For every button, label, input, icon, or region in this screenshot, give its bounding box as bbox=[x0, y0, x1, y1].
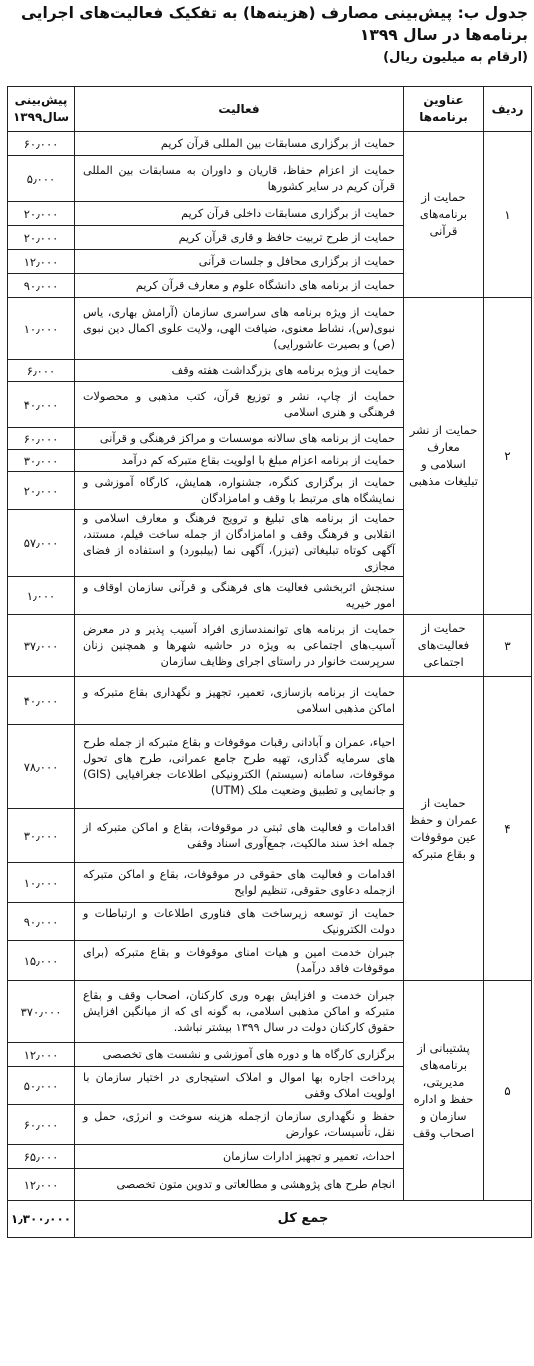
activity-cell: برگزاری کارگاه ها و دوره های آموزشی و نشست های تخصصی bbox=[75, 1043, 404, 1067]
activity-cell: حمایت از ویژه برنامه های سراسری سازمان (آرامش بهاری، یاس نبوی(س)، نشاط معنوی، ضیافت الهی، ولایت علوی اکمال دین نبوی (ص) و بصیرت عاشورایی) bbox=[75, 298, 404, 360]
forecast-value-cell: ۹۰٫۰۰۰ bbox=[8, 274, 75, 298]
total-value: ۱٫۳۰۰٫۰۰۰ bbox=[8, 1201, 75, 1238]
activity-cell: حمایت از طرح تربیت حافظ و قاری قرآن کریم bbox=[75, 226, 404, 250]
activity-cell: حمایت از برگزاری مسابقات داخلی قرآن کریم bbox=[75, 202, 404, 226]
program-cell: حمایت از فعالیت‌های اجتماعی bbox=[404, 615, 484, 677]
activity-cell: جبران خدمت و افزایش بهره وری کارکنان، اصحاب وقف و بقاع متبرکه و اماکن مذهبی اسلامی، به گونه ای که از میانگین افزایش حقوق کارکنان دولت در سال ۱۳۹۹ بیشتر نباشد. bbox=[75, 981, 404, 1043]
activity-cell: حمایت از برنامه بازسازی، تعمیر، تجهیز و نگهداری بقاع متبرکه و اماکن مذهبی اسلامی bbox=[75, 677, 404, 725]
forecast-value-cell: ۶۰٫۰۰۰ bbox=[8, 132, 75, 156]
activity-cell: حمایت از اعزام حفاظ، قاریان و داوران به مسابقات بین المللی قرآن کریم در سایر کشورها bbox=[75, 156, 404, 202]
forecast-value-cell: ۳۰٫۰۰۰ bbox=[8, 450, 75, 472]
forecast-value-cell: ۱۰٫۰۰۰ bbox=[8, 298, 75, 360]
total-row bbox=[8, 1201, 532, 1238]
forecast-value-cell: ۲۰٫۰۰۰ bbox=[8, 202, 75, 226]
activity-cell: سنجش اثربخشی فعالیت های فرهنگی و قرآنی سازمان اوقاف و امور خیریه bbox=[75, 577, 404, 615]
forecast-value-cell: ۷۸٫۰۰۰ bbox=[8, 725, 75, 809]
activity-cell: حمایت از چاپ، نشر و توزیع قرآن، کتب مذهبی و محصولات فرهنگی و هنری اسلامی bbox=[75, 382, 404, 428]
forecast-value-cell: ۵۷٫۰۰۰ bbox=[8, 510, 75, 577]
forecast-value-cell: ۲۰٫۰۰۰ bbox=[8, 472, 75, 510]
activity-cell: حمایت از برنامه اعزام مبلغ با اولویت بقاع متبرکه کم درآمد bbox=[75, 450, 404, 472]
forecast-value-cell: ۶٫۰۰۰ bbox=[8, 360, 75, 382]
table-row bbox=[8, 677, 532, 725]
activity-cell: حفظ و نگهداری سازمان ازجمله هزینه سوخت و انرژی، حمل و نقل، تأسیسات، عوارض bbox=[75, 1105, 404, 1145]
forecast-value-cell: ۲۰٫۰۰۰ bbox=[8, 226, 75, 250]
activity-cell: حمایت از برنامه های تبلیغ و ترویج فرهنگ و معارف اسلامی و انقلابی و فرهنگ وقف و امامزادگان از جمله ساخت فیلم، مستند، آگهی کوتاه تبلیغاتی (تیزر)، آگهی نما (بیلبورد) و استفاده از فضای مجازی bbox=[75, 510, 404, 577]
header-forecast: پیش‌بینی سال۱۳۹۹ bbox=[8, 87, 75, 132]
forecast-value-cell: ۵۰٫۰۰۰ bbox=[8, 1067, 75, 1105]
forecast-value-cell: ۱۵٫۰۰۰ bbox=[8, 941, 75, 981]
row-number-cell: ۳ bbox=[484, 615, 532, 677]
activity-cell: حمایت از برنامه های سالانه موسسات و مراکز فرهنگی و قرآنی bbox=[75, 428, 404, 450]
row-number-cell: ۴ bbox=[484, 677, 532, 981]
table-row bbox=[8, 981, 532, 1043]
program-cell: حمایت از نشر معارف اسلامی و تبلیغات مذهبی bbox=[404, 298, 484, 615]
activity-cell: حمایت از ویژه برنامه های بزرگداشت هفته وقف bbox=[75, 360, 404, 382]
table-row bbox=[8, 615, 532, 677]
program-cell: حمایت از عمران و حفظ عین موقوفات و بقاع متبرکه bbox=[404, 677, 484, 981]
row-number-cell: ۱ bbox=[484, 132, 532, 298]
activity-cell: احداث، تعمیر و تجهیز ادارات سازمان bbox=[75, 1145, 404, 1169]
row-number-cell: ۵ bbox=[484, 981, 532, 1201]
forecast-value-cell: ۶۵٫۰۰۰ bbox=[8, 1145, 75, 1169]
forecast-value-cell: ۵٫۰۰۰ bbox=[8, 156, 75, 202]
header-program: عناوین برنامه‌ها bbox=[404, 87, 484, 132]
header-row-number: ردیف bbox=[484, 87, 532, 132]
budget-table bbox=[7, 86, 532, 1238]
forecast-value-cell: ۱۰٫۰۰۰ bbox=[8, 863, 75, 903]
forecast-value-cell: ۱۲٫۰۰۰ bbox=[8, 250, 75, 274]
activity-cell: احیاء، عمران و آبادانی رقبات موقوفات و بقاع متبرکه از جمله طرح های سرمایه گذاری، تهیه طرح جامع عمرانی، طرح های تحول موقوفات، سامانه (سیستم) الکترونیکی اطلاعات جغرافیایی (GIS) و جانمایی و تطبیق وضعیت ملک (UTM) bbox=[75, 725, 404, 809]
row-number-cell: ۲ bbox=[484, 298, 532, 615]
activity-cell: حمایت از برنامه های توانمندسازی افراد آسیب پذیر و در معرض آسیب‌های اجتماعی به ویژه در حاشیه شهرها و همچنین زنان سرپرست خانوار در راستای اجرای وظایف سازمان bbox=[75, 615, 404, 677]
unit-note: (ارقام به میلیون ریال) bbox=[383, 50, 528, 65]
forecast-value-cell: ۱۲٫۰۰۰ bbox=[8, 1043, 75, 1067]
activity-cell: حمایت از برگزاری کنگره، جشنواره، همایش، کارگاه آموزشی و نمایشگاه های مرتبط با وقف و امامزادگان bbox=[75, 472, 404, 510]
activity-cell: اقدامات و فعالیت های ثبتی در موقوفات، بقاع و اماکن متبرکه از جمله اخذ سند مالکیت، جمع‌آوری اسناد وقفی bbox=[75, 809, 404, 863]
total-label: جمع کل bbox=[75, 1201, 532, 1238]
forecast-value-cell: ۴۰٫۰۰۰ bbox=[8, 382, 75, 428]
forecast-value-cell: ۱۲٫۰۰۰ bbox=[8, 1169, 75, 1201]
activity-cell: حمایت از برنامه های دانشگاه علوم و معارف قرآن کریم bbox=[75, 274, 404, 298]
program-cell: پشتیبانی از برنامه‌های مدیریتی، حفظ و اداره سازمان و اصحاب وقف bbox=[404, 981, 484, 1201]
forecast-value-cell: ۳۷۰٫۰۰۰ bbox=[8, 981, 75, 1043]
forecast-value-cell: ۶۰٫۰۰۰ bbox=[8, 428, 75, 450]
forecast-value-cell: ۳۷٫۰۰۰ bbox=[8, 615, 75, 677]
forecast-value-cell: ۴۰٫۰۰۰ bbox=[8, 677, 75, 725]
activity-cell: پرداخت اجاره بها اموال و املاک استیجاری در اختیار سازمان با اولویت املاک وقفی bbox=[75, 1067, 404, 1105]
forecast-value-cell: ۳۰٫۰۰۰ bbox=[8, 809, 75, 863]
forecast-value-cell: ۱٫۰۰۰ bbox=[8, 577, 75, 615]
program-cell: حمایت از برنامه‌های قرآنی bbox=[404, 132, 484, 298]
header-row bbox=[8, 87, 532, 132]
activity-cell: حمایت از توسعه زیرساخت های فناوری اطلاعات و ارتباطات و دولت الکترونیک bbox=[75, 903, 404, 941]
header-activity: فعالیت bbox=[75, 87, 404, 132]
forecast-value-cell: ۹۰٫۰۰۰ bbox=[8, 903, 75, 941]
activity-cell: اقدامات و فعالیت های حقوقی در موقوفات، بقاع و اماکن متبرکه ازجمله دعاوی حقوقی، تنظیم لوایح bbox=[75, 863, 404, 903]
table-title: جدول ب: پیش‌بینی مصارف (هزینه‌ها) به تفکیک فعالیت‌های اجرایی برنامه‌ها در سال ۱۳۹۹ bbox=[20, 4, 528, 44]
table-row bbox=[8, 298, 532, 360]
activity-cell: جبران خدمت امین و هیات امنای موقوفات و بقاع متبرکه (برای موقوفات فاقد درآمد) bbox=[75, 941, 404, 981]
table-row bbox=[8, 132, 532, 156]
activity-cell: انجام طرح های پژوهشی و مطالعاتی و تدوین متون تخصصی bbox=[75, 1169, 404, 1201]
activity-cell: حمایت از برگزاری مسابقات بین المللی قرآن کریم bbox=[75, 132, 404, 156]
activity-cell: حمایت از برگزاری محافل و جلسات قرآنی bbox=[75, 250, 404, 274]
forecast-value-cell: ۶۰٫۰۰۰ bbox=[8, 1105, 75, 1145]
table-body bbox=[8, 132, 532, 1201]
